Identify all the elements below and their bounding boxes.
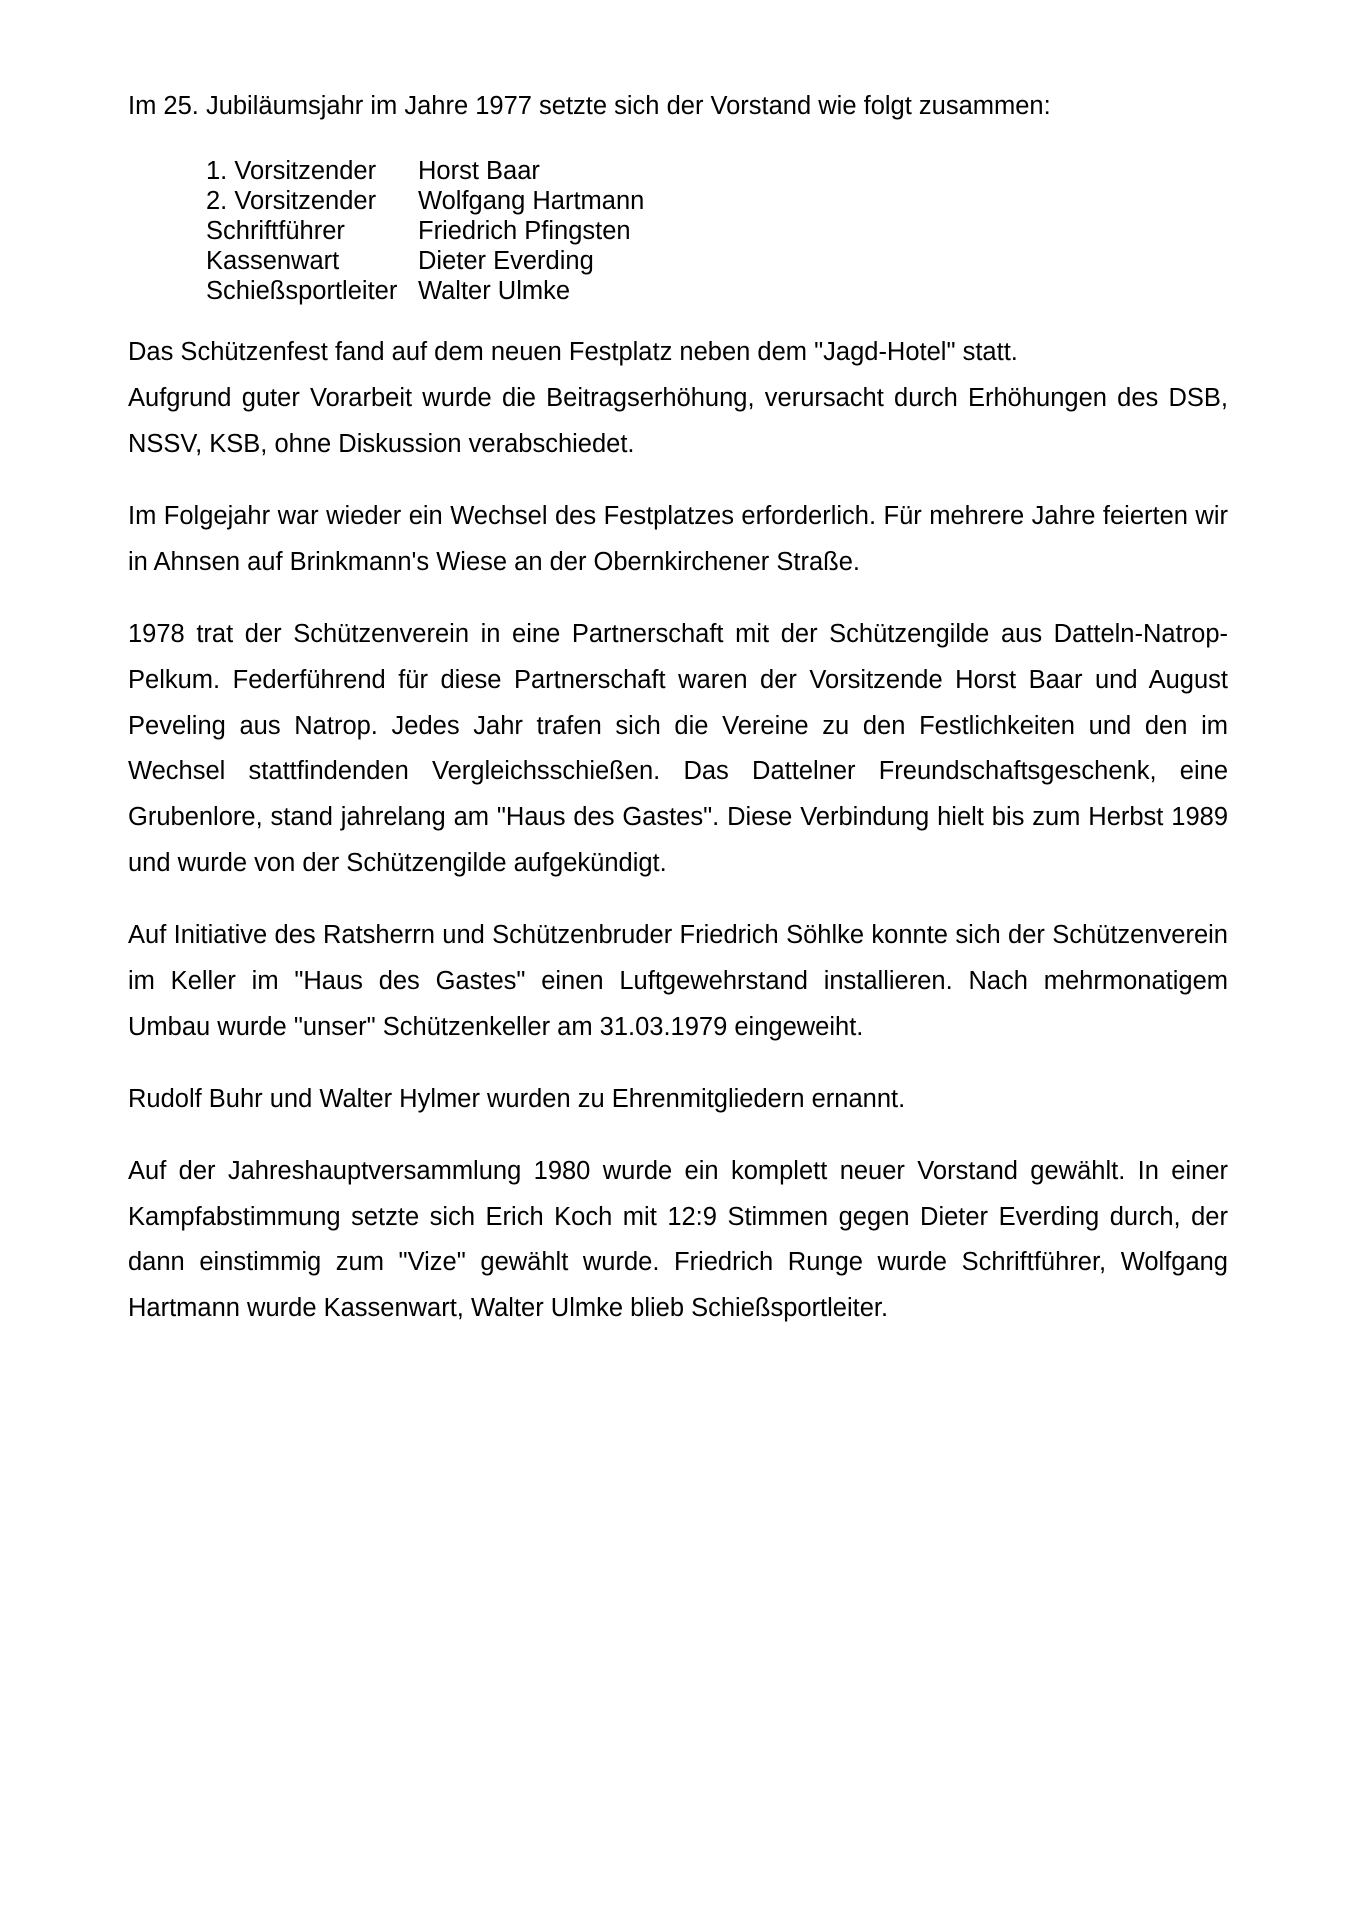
paragraph-partnerschaft: 1978 trat der Schützenverein in eine Partnerschaft mit der Schützengilde aus Datteln-Natrop-Pelkum. Federführend für diese Partnerschaft waren der Vorsitzende Horst Baar und August Peveling aus Natrop. Jedes Jahr trafen sich die Vereine zu den Festlichkeiten und den im Wechsel stattfindenden Vergleichsschießen. Das Dattelner Freundschaftsgeschenk, eine Grubenlore, stand jahrelang am "Haus des Gastes". Diese Verbindung hielt bis zum Herbst 1989 und wurde von der Schützengilde aufgekündigt. bbox=[128, 619, 1228, 878]
board-member-name: Friedrich Pfingsten bbox=[418, 217, 631, 246]
paragraph-luftgewehrstand: Auf Initiative des Ratsherrn und Schützenbruder Friedrich Söhlke konnte sich der Schützenverein im Keller im "Haus des Gastes" einen Luftgewehrstand installieren. Nach mehrmonatigem Umbau wurde "unser" Schützenkeller am 31.03.1979 eingeweiht. bbox=[128, 921, 1228, 1041]
board-member-name: Horst Baar bbox=[418, 156, 540, 185]
paragraph-schuetzenfest: Das Schützenfest fand auf dem neuen Festplatz neben dem "Jagd-Hotel" statt. bbox=[128, 338, 1018, 367]
board-member-row bbox=[206, 246, 1228, 276]
board-member-row bbox=[206, 276, 1228, 306]
board-member-role: 1. Vorsitzender bbox=[206, 156, 377, 185]
board-member-role: Kassenwart bbox=[206, 247, 340, 276]
board-member-role: Schießsportleiter bbox=[206, 277, 398, 306]
board-member-role: Schriftführer bbox=[206, 217, 345, 246]
board-member-name: Wolfgang Hartmann bbox=[418, 186, 645, 215]
paragraph-jahreshauptversammlung-1980: Auf der Jahreshauptversammlung 1980 wurde ein komplett neuer Vorstand gewählt. In einer Kampfabstimmung setzte sich Erich Koch mit 12:9 Stimmen gegen Dieter Everding durch, der dann einstimmig zum "Vize" gewählt wurde. Friedrich Runge wurde Schriftführer, Wolfgang Hartmann wurde Kassenwart, Walter Ulmke blieb Schießsportleiter. bbox=[128, 1156, 1228, 1323]
paragraph-ehrenmitglieder: Rudolf Buhr und Walter Hylmer wurden zu Ehrenmitgliedern ernannt. bbox=[128, 1084, 906, 1113]
board-member-row bbox=[206, 216, 1228, 246]
paragraph-festplatzwechsel: Im Folgejahr war wieder ein Wechsel des Festplatzes erforderlich. Für mehrere Jahre feierten wir in Ahnsen auf Brinkmann's Wiese an der Obernkirchener Straße. bbox=[128, 501, 1228, 576]
board-member-role: 2. Vorsitzender bbox=[206, 186, 377, 215]
board-members-list bbox=[206, 156, 1228, 306]
board-member-name: Dieter Everding bbox=[418, 247, 594, 276]
board-member-name: Walter Ulmke bbox=[418, 277, 571, 306]
paragraph-intro: Im 25. Jubiläumsjahr im Jahre 1977 setzte sich der Vorstand wie folgt zusammen: bbox=[128, 92, 1051, 120]
paragraph-beitragserhoehung: Aufgrund guter Vorarbeit wurde die Beitragserhöhung, verursacht durch Erhöhungen des DSB, NSSV, KSB, ohne Diskussion verabschiedet. bbox=[128, 384, 1228, 459]
board-member-row bbox=[206, 156, 1228, 186]
board-member-row bbox=[206, 186, 1228, 216]
